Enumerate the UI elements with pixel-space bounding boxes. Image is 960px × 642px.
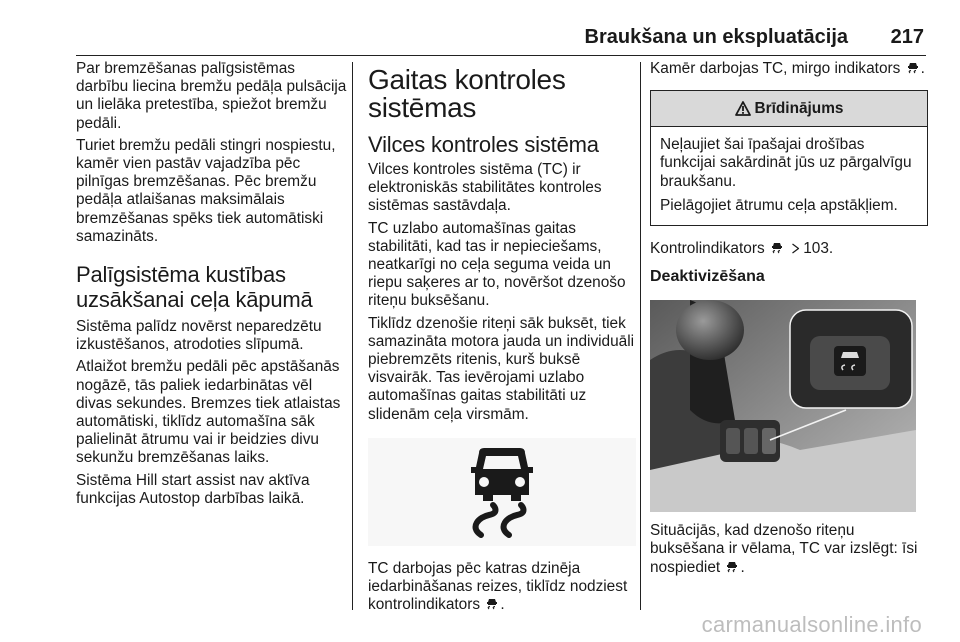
warning-text: Pielāgojiet ātrumu ceļa apstākļiem. <box>660 196 898 214</box>
watermark: carmanualsonline.info <box>701 612 922 637</box>
page-reference-icon <box>791 243 800 254</box>
paragraph: TC darbojas pēc katras dzinēja iedarbināšanas reizes, tiklīdz nodziest kontrolindikators . <box>368 559 628 614</box>
section-heading-traction-control: Vilces kontroles sistēma <box>368 132 599 157</box>
subsection-heading-deactivation: Deaktivizēšana <box>650 268 765 286</box>
chapter-title: Braukšana un ekspluatācija <box>584 26 848 48</box>
warning-triangle-icon <box>735 101 751 116</box>
paragraph: Kontrolindikators 103. <box>650 240 834 258</box>
chapter-section-title: Gaitas kontroles sistēmas <box>368 64 566 123</box>
tc-button-photo <box>650 300 916 512</box>
warning-text: Neļaujiet šai īpašajai drošības funkcijai sakārdināt jūs uz pārgalvīgu braukšanu. <box>660 136 912 190</box>
paragraph: Sistēma palīdz novērst neparedzētu izkustēšanos, atrodoties slīpumā. <box>76 318 322 354</box>
paragraph: Tiklīdz dzenošie riteņi sāk buksēt, tiek samazināta motora jauda un individuāli piebremzēts ritenis, kurš buksē visvairāk. Tas ievērojami uzlabo automašīnas gaitas stabilitāti uz slidenām ceļa virsmām. <box>368 314 635 423</box>
warning-header <box>651 91 927 127</box>
paragraph: Sistēma Hill start assist nav aktīva funkcijas Autostop darbības laikā. <box>76 471 310 507</box>
column-left <box>76 60 348 612</box>
warning-title: Brīdinājums <box>754 99 844 117</box>
paragraph: TC uzlabo automašīnas gaitas stabilitāti, kad tas ir nepieciešams, neatkarīgi no ceļa seguma veida un riepu saķeres ar to, novēršot dzenošo riteņu buksēšanu. <box>368 219 626 310</box>
paragraph: Atlaižot bremžu pedāli pēc apstāšanās nogāzē, tās paliek iedarbinātas vēl divas sekundes. Bremzes tiek atlaistas automātiski, tiklīdz automašīna sāk palielināt ātrumu vai ir beidzies divu sekunžu bremzēšanas laiks. <box>76 358 341 467</box>
traction-control-icon <box>465 445 539 539</box>
column-right <box>650 60 928 612</box>
tc-symbol-illustration <box>368 438 636 546</box>
warning-body <box>651 127 927 225</box>
column-divider <box>352 62 353 610</box>
traction-control-icon <box>486 598 498 610</box>
paragraph: Par bremzēšanas palīgsistēmas darbību liecina bremžu pedāļa pulsācija un lielāka pretestība, spiežot bremžu pedāli. <box>76 60 347 132</box>
paragraph: Kamēr darbojas TC, mirgo indikators . <box>650 60 925 77</box>
paragraph: Vilces kontroles sistēma (TC) ir elektroniskās stabilitātes kontroles sistēmas sastāvdaļa. <box>368 161 602 215</box>
section-heading-hill-start: Palīgsistēma kustības uzsākšanai ceļa kāpumā <box>76 262 313 313</box>
warning-box <box>650 90 928 226</box>
console-photo-illustration <box>650 300 916 512</box>
page-header <box>76 26 926 56</box>
column-divider <box>640 62 641 610</box>
traction-control-icon <box>771 242 783 254</box>
traction-control-icon <box>726 561 738 573</box>
traction-control-icon <box>907 62 919 74</box>
paragraph: Turiet bremžu pedāli stingri nospiestu, kamēr vien pastāv vajadzība pēc pilnīgas bremzēšanas. Pēc bremžu pedāļa atlaišanas maksimālais bremzēšanas spēks tiek automātiski samazināts. <box>76 136 336 245</box>
column-middle <box>368 60 636 612</box>
page-number: 217 <box>890 26 924 48</box>
paragraph: Situācijās, kad dzenošo riteņu buksēšana ir vēlama, TC var izslēgt: īsi nospiediet . <box>650 522 918 576</box>
